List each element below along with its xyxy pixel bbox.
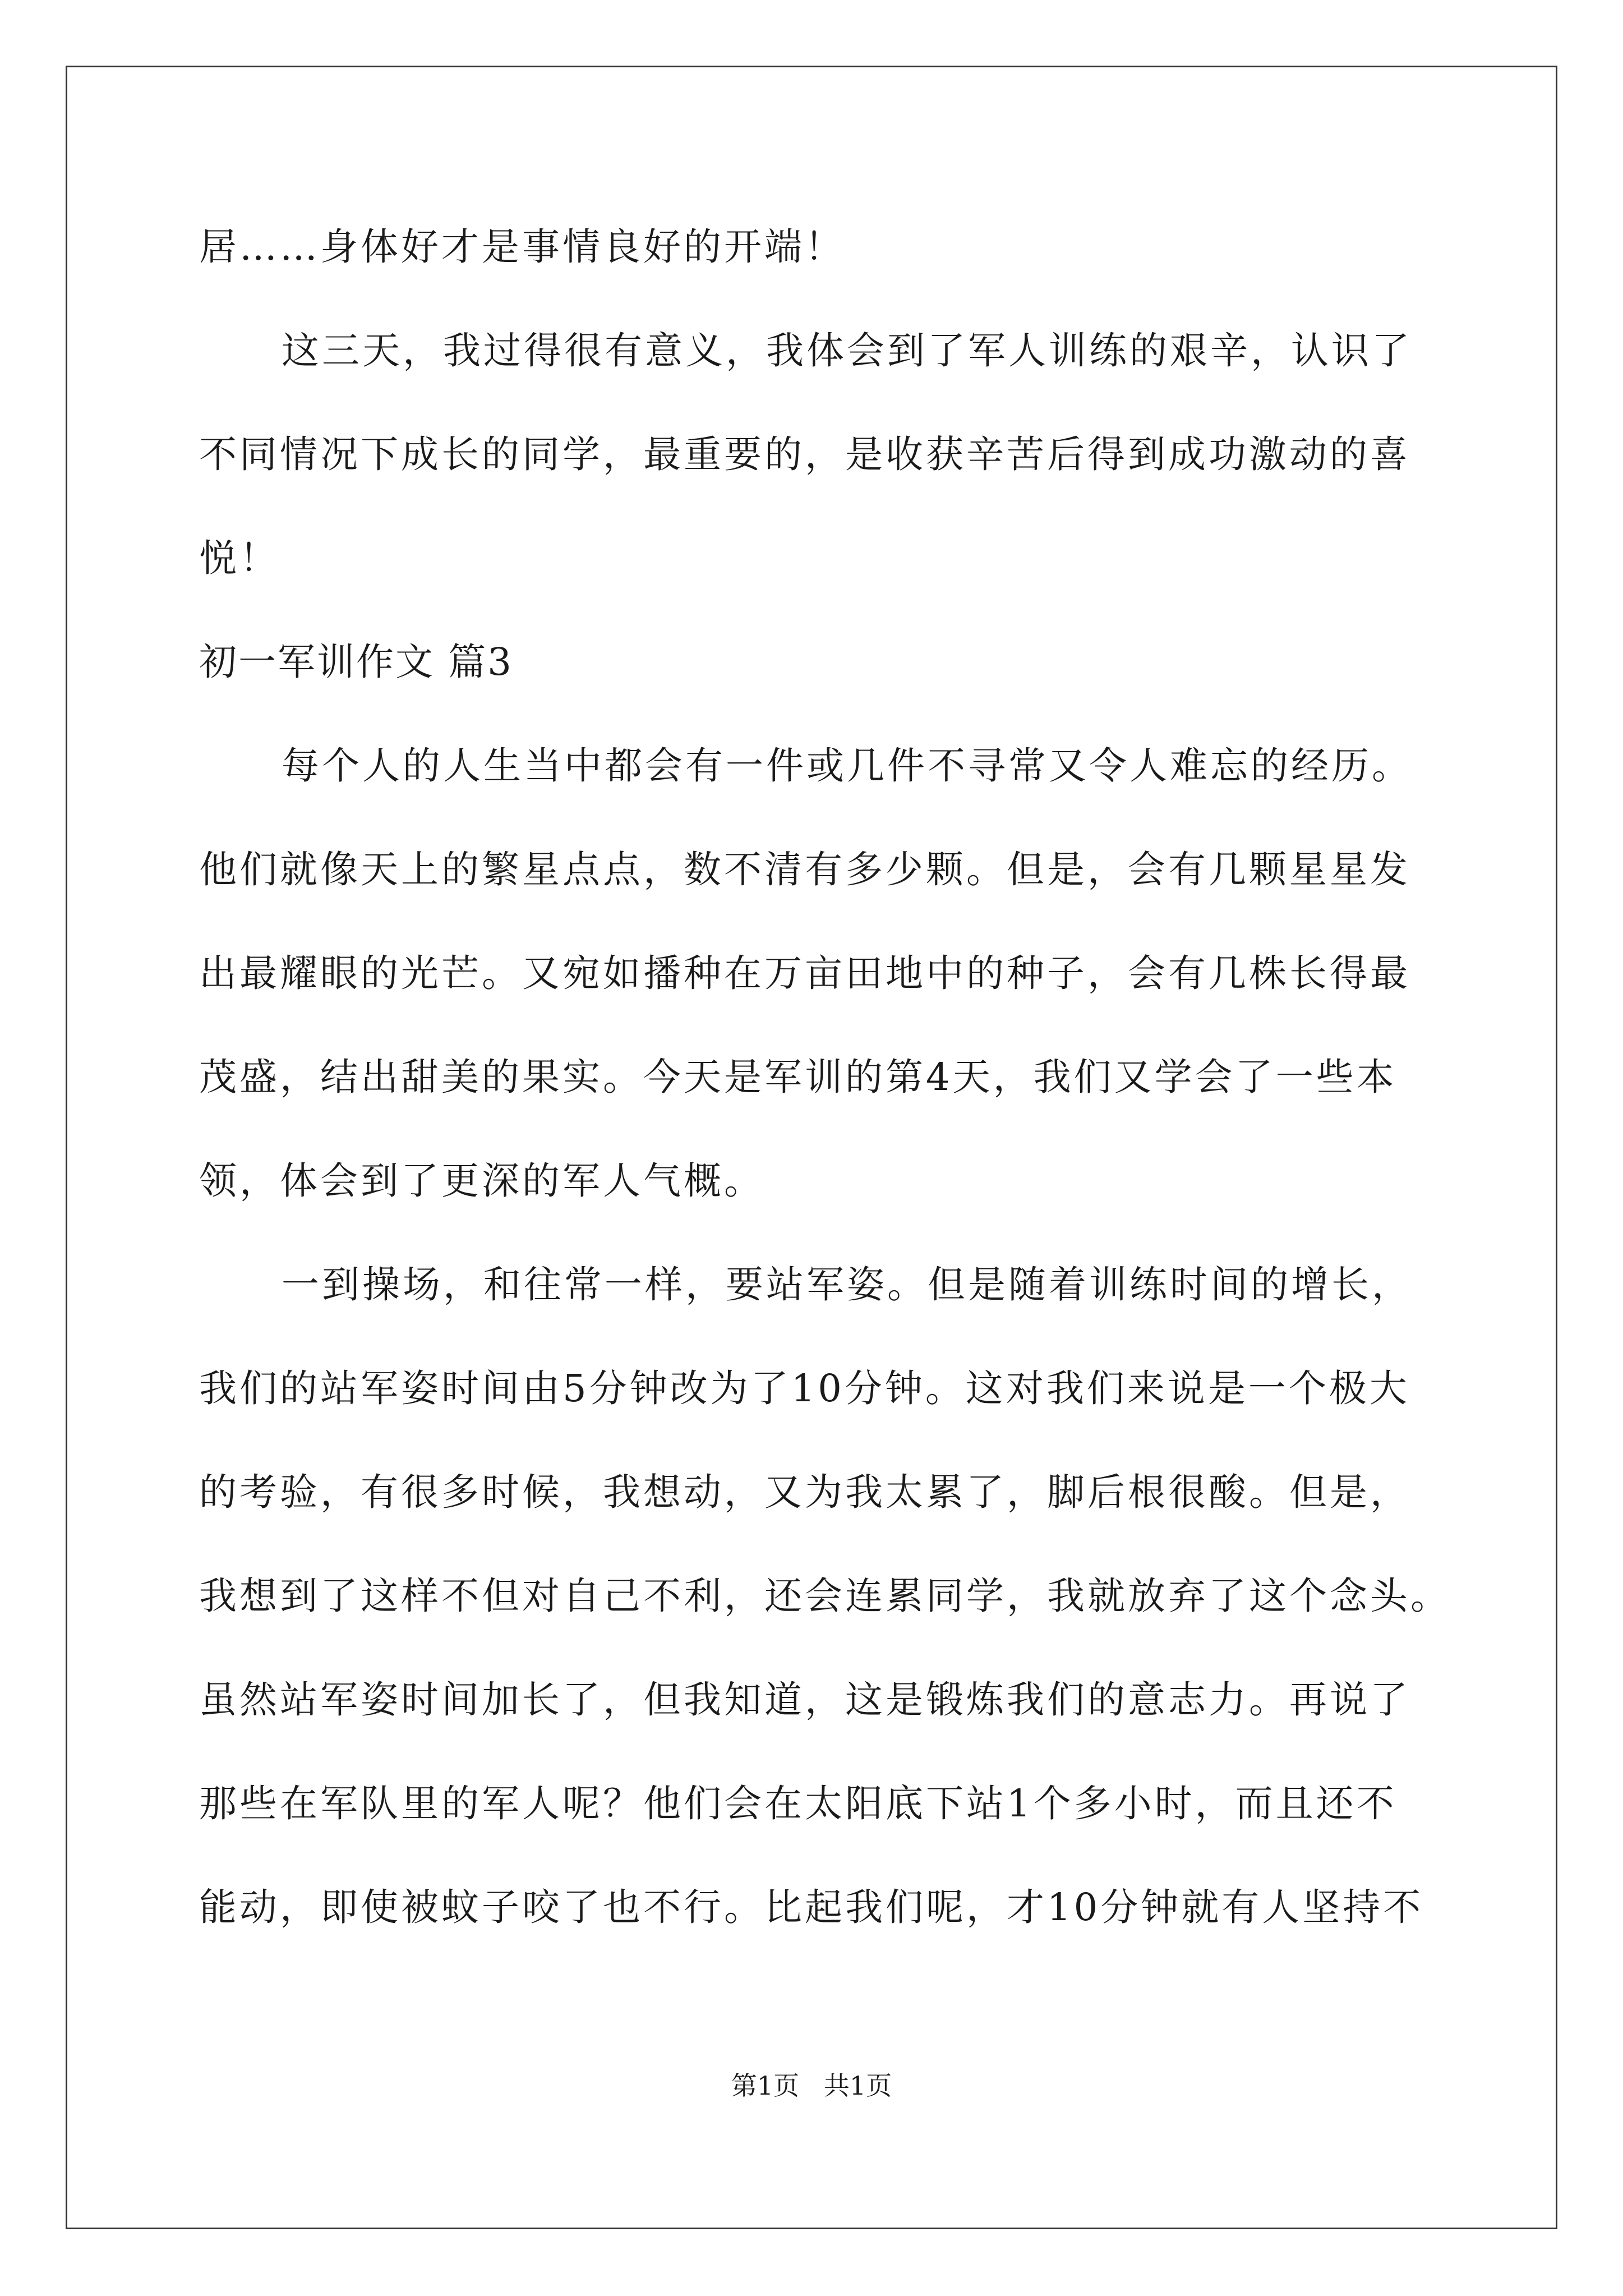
- paragraph-4-line-5: 虽然站军姿时间加长了，但我知道，这是锻炼我们的意志力。再说了: [199, 1678, 1410, 1722]
- paragraph-2-line-1: 这三天，我过得很有意义，我体会到了军人训练的艰辛，认识了: [282, 329, 1412, 372]
- section-heading: 初一军训作文 篇3: [199, 640, 513, 684]
- paragraph-3-line-1: 每个人的人生当中都会有一件或几件不寻常又令人难忘的经历。: [282, 744, 1412, 788]
- paragraph-2-line-3: 悦！: [199, 536, 280, 580]
- paragraph-4-line-3: 的考验，有很多时候，我想动，又为我太累了，脚后根很酸。但是，: [199, 1470, 1410, 1514]
- paragraph-3-line-3: 出最耀眼的光芒。又宛如播种在万亩田地中的种子，会有几株长得最: [199, 951, 1410, 995]
- paragraph-4-line-1: 一到操场，和往常一样，要站军姿。但是随着训练时间的增长，: [282, 1263, 1412, 1306]
- paragraph-4-line-7: 能动，即使被蚊子咬了也不行。比起我们呢，才10分钟就有人坚持不: [199, 1885, 1424, 1929]
- paragraph-1-line-1: 居……身体好才是事情良好的开端！: [199, 225, 845, 269]
- paragraph-3-line-5: 领，体会到了更深的军人气概。: [199, 1159, 764, 1203]
- paragraph-4-line-4: 我想到了这样不但对自己不利，还会连累同学，我就放弃了这个念头。: [199, 1574, 1451, 1618]
- paragraph-2-line-2: 不同情况下成长的同学，最重要的，是收获辛苦后得到成功激动的喜: [199, 432, 1410, 476]
- paragraph-3-line-2: 他们就像天上的繁星点点，数不清有多少颗。但是，会有几颗星星发: [199, 848, 1410, 891]
- paragraph-3-line-4: 茂盛，结出甜美的果实。今天是军训的第4天，我们又学会了一些本: [199, 1055, 1397, 1099]
- paragraph-4-line-6: 那些在军队里的军人呢？他们会在太阳底下站1个多小时，而且还不: [199, 1782, 1397, 1825]
- paragraph-4-line-2: 我们的站军姿时间由5分钟改为了10分钟。这对我们来说是一个极大: [199, 1366, 1410, 1410]
- page-footer: 第1页 共1页: [731, 2070, 892, 2101]
